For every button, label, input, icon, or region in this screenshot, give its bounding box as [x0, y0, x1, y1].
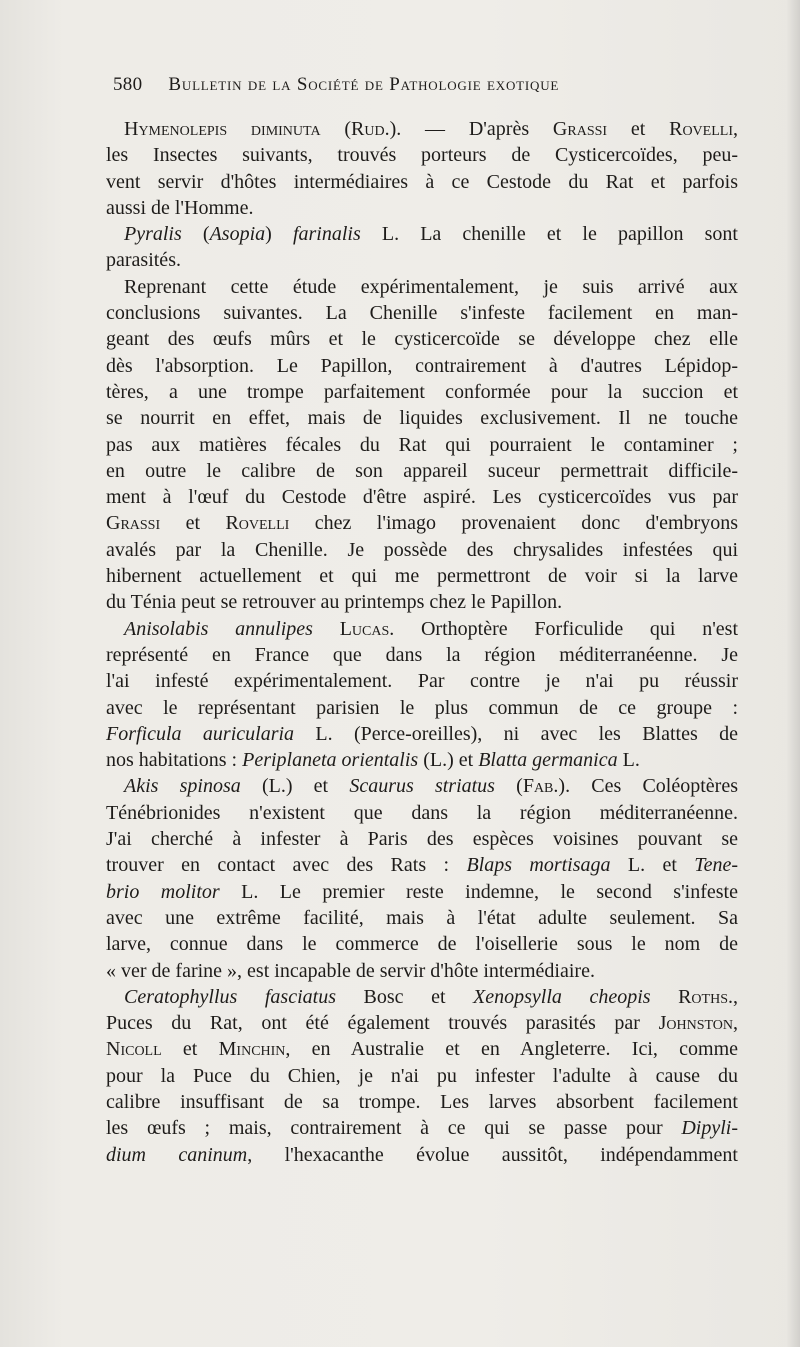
- text-line: [106, 1115, 738, 1141]
- text-line: [106, 589, 738, 615]
- text-segment: , en Australie et en Angleterre. Ici, comme: [285, 1038, 739, 1061]
- italic-text: Forficula auricularia: [106, 722, 295, 745]
- text-segment: trouver en contact avec des Rats :: [106, 854, 467, 877]
- text-segment: pas aux matières fécales du Rat qui pourraient le contaminer ;: [106, 433, 738, 456]
- text-segment: parasités.: [106, 249, 181, 272]
- text-line: [106, 905, 738, 931]
- text-line: [106, 931, 738, 957]
- text-line: [106, 537, 738, 563]
- text-line: [106, 1010, 738, 1036]
- text-segment: (: [320, 118, 352, 140]
- italic-text: Scaurus striatus: [349, 775, 495, 798]
- text-line: [106, 773, 738, 799]
- text-segment: pour la Puce du Chien, je n'ai pu infester l'adulte à cause du: [106, 1064, 738, 1087]
- text-line: [106, 405, 738, 431]
- italic-text: brio molitor: [106, 880, 220, 903]
- text-segment: du Ténia peut se retrouver au printemps chez le Papillon.: [106, 591, 563, 614]
- text-segment: les œufs ; mais, contrairement à ce qui se passe pour: [106, 1117, 682, 1140]
- text-segment: ment à l'œuf du Cestode d'être aspiré. Les cysticercoïdes vus par: [106, 486, 738, 509]
- text-segment: (L.) et: [418, 749, 479, 772]
- text-line: [106, 247, 738, 273]
- text-line: [106, 1089, 738, 1115]
- text-segment: (: [494, 775, 523, 798]
- text-line: [106, 1063, 738, 1089]
- text-segment: avec le représentant parisien le plus commun de ce groupe :: [106, 696, 738, 719]
- italic-text: Asopia: [209, 223, 266, 246]
- running-title: Bulletin de la Société de Pathologie exotique: [168, 74, 560, 95]
- text-segment: nos habitations :: [106, 749, 243, 772]
- text-segment: les Insectes suivants, trouvés porteurs de Cysticercoïdes, peu-: [106, 144, 738, 167]
- small-caps-text: Hymenolepis diminuta: [124, 118, 321, 140]
- text-segment: et: [161, 1038, 219, 1061]
- text-segment: se nourrit en effet, mais de liquides exclusivement. Il ne touche: [106, 407, 738, 430]
- text-segment: L. (Perce-oreilles), ni avec les Blattes de: [294, 722, 738, 745]
- text-line: [106, 300, 738, 326]
- running-header: [113, 74, 713, 96]
- text-line: [106, 353, 738, 379]
- text-segment: , l'hexacanthe évolue aussitôt, indépendamment: [247, 1143, 738, 1166]
- italic-text: dium caninum: [106, 1143, 248, 1166]
- text-segment: Bosc et: [335, 985, 474, 1008]
- italic-text: Periplaneta orientalis: [242, 749, 419, 772]
- text-line: [106, 721, 738, 747]
- small-caps-text: Grassi: [106, 512, 161, 535]
- small-caps-text: Johnston: [658, 1012, 733, 1035]
- text-line: [106, 1142, 738, 1168]
- small-caps-text: Nicoll: [106, 1038, 162, 1061]
- text-line: [106, 642, 738, 668]
- text-segment: Reprenant cette étude expérimentalement, je suis arrivé aux: [124, 275, 738, 298]
- text-line: [106, 826, 738, 852]
- text-segment: l'ai infesté expérimentalement. Par contre je n'ai pu réussir: [106, 670, 738, 693]
- body-text: [106, 116, 738, 1168]
- text-line: [106, 142, 738, 168]
- small-caps-text: Rovelli: [669, 118, 733, 140]
- text-segment: [651, 986, 679, 1008]
- text-segment: avec une extrême facilité, mais à l'état adulte seulement. Sa: [106, 906, 738, 929]
- text-segment: (L.) et: [240, 775, 350, 798]
- italic-text: Blatta germanica: [478, 749, 618, 772]
- text-line: [106, 274, 738, 300]
- text-segment: tères, a une trompe parfaitement conformée pour la succion et: [106, 380, 738, 403]
- text-segment: avalés par la Chenille. Je possède des chrysalides infestées qui: [106, 538, 738, 561]
- text-line: [106, 116, 738, 142]
- text-segment: Ténébrionides n'existent que dans la région méditerranéenne.: [106, 801, 738, 824]
- text-segment: L.: [617, 749, 640, 772]
- text-line: [106, 852, 738, 878]
- italic-text: Tene-: [694, 854, 738, 877]
- small-caps-text: Roths.: [678, 985, 733, 1008]
- text-line: [106, 695, 738, 721]
- text-line: [106, 563, 738, 589]
- small-caps-text: Rud.: [351, 118, 390, 140]
- small-caps-text: Fab.: [522, 775, 559, 798]
- text-line: [106, 484, 738, 510]
- text-segment: J'ai cherché à infester à Paris des espèces voisines pouvant se: [106, 828, 738, 851]
- text-segment: L. La chenille et le papillon sont: [360, 223, 738, 246]
- text-segment: ). Ces Coléoptères: [558, 775, 738, 798]
- text-line: [106, 984, 738, 1010]
- text-line: [106, 747, 738, 773]
- text-line: [106, 432, 738, 458]
- text-segment: ): [265, 223, 293, 246]
- text-line: [106, 195, 738, 221]
- text-line: [106, 879, 738, 905]
- text-segment: ). — D'après: [389, 118, 553, 140]
- text-segment: aussi de l'Homme.: [106, 196, 254, 219]
- text-line: [106, 616, 738, 642]
- text-segment: [313, 618, 340, 640]
- text-line: [106, 169, 738, 195]
- text-line: [106, 326, 738, 352]
- small-caps-text: Rovelli: [225, 512, 290, 535]
- text-line: [106, 668, 738, 694]
- text-segment: . Orthoptère Forficulide qui n'est: [389, 617, 739, 640]
- text-segment: L. Le premier reste indemne, le second s'infeste: [219, 880, 738, 903]
- page-edge-shadow: [786, 0, 800, 1347]
- text-segment: ,: [733, 1012, 738, 1035]
- text-line: [106, 221, 738, 247]
- text-segment: ,: [733, 985, 738, 1008]
- text-line: [106, 800, 738, 826]
- text-segment: et: [160, 512, 226, 535]
- text-segment: conclusions suivantes. La Chenille s'infeste facilement en man-: [106, 302, 738, 325]
- italic-text: Dipyli-: [681, 1117, 738, 1140]
- text-segment: et: [607, 118, 670, 140]
- text-segment: larve, connue dans le commerce de l'oisellerie sous le nom de: [106, 933, 738, 956]
- small-caps-text: Grassi: [552, 118, 608, 140]
- text-segment: chez l'imago provenaient donc d'embryons: [289, 512, 739, 535]
- text-segment: calibre insuffisant de sa trompe. Les larves absorbent facilement: [106, 1090, 738, 1113]
- text-segment: Puces du Rat, ont été également trouvés parasités par: [106, 1012, 659, 1035]
- italic-text: Xenopsylla cheopis: [473, 985, 651, 1008]
- text-segment: L. et: [610, 854, 695, 877]
- text-line: [106, 510, 738, 536]
- text-line: [106, 958, 738, 984]
- small-caps-text: Lucas: [339, 617, 390, 640]
- text-line: [106, 379, 738, 405]
- text-segment: hibernent actuellement et qui me permettront de voir si la larve: [106, 565, 738, 588]
- italic-text: Pyralis: [124, 223, 182, 246]
- text-segment: geant des œufs mûrs et le cysticercoïde se développe chez elle: [106, 328, 738, 351]
- italic-text: Blaps mortisaga: [466, 854, 611, 877]
- text-segment: dès l'absorption. Le Papillon, contrairement à d'autres Lépidop-: [106, 354, 738, 377]
- italic-text: Ceratophyllus fasciatus: [124, 985, 336, 1008]
- italic-text: Anisolabis annulipes: [124, 617, 313, 640]
- text-segment: (: [181, 223, 210, 246]
- italic-text: farinalis: [292, 223, 361, 246]
- text-segment: « ver de farine », est incapable de servir d'hôte intermédiaire.: [106, 959, 595, 982]
- text-segment: en outre le calibre de son appareil suceur permettrait difficile-: [106, 459, 738, 482]
- italic-text: Akis spinosa: [124, 775, 241, 798]
- text-segment: ,: [733, 118, 738, 140]
- text-line: [106, 458, 738, 484]
- text-segment: représenté en France que dans la région méditerranéenne. Je: [106, 643, 738, 666]
- page-number: 580: [113, 74, 143, 95]
- small-caps-text: Minchin: [218, 1038, 286, 1061]
- text-segment: vent servir d'hôtes intermédiaires à ce Cestode du Rat et parfois: [106, 170, 738, 193]
- text-line: [106, 1036, 738, 1062]
